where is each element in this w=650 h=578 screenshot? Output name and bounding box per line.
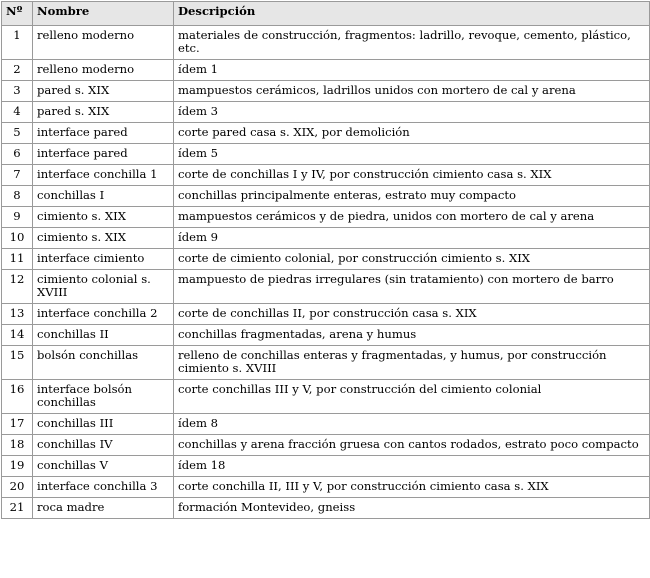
cell-number: 2 <box>2 60 33 81</box>
header-description: Descripción <box>174 2 650 26</box>
cell-number: 1 <box>2 26 33 60</box>
cell-description: ídem 18 <box>174 456 650 477</box>
cell-number: 21 <box>2 498 33 519</box>
cell-name: interface pared <box>33 144 174 165</box>
table-row <box>2 123 650 144</box>
cell-number: 13 <box>2 304 33 325</box>
table-row <box>2 435 650 456</box>
cell-description: mampuestos cerámicos y de piedra, unidos con mortero de cal y arena <box>174 207 650 228</box>
cell-description: corte de conchillas I y IV, por construcción cimiento casa s. XIX <box>174 165 650 186</box>
cell-name: relleno moderno <box>33 26 174 60</box>
table-row <box>2 186 650 207</box>
cell-name: interface conchilla 1 <box>33 165 174 186</box>
cell-name: cimiento s. XIX <box>33 207 174 228</box>
cell-name: roca madre <box>33 498 174 519</box>
table-row <box>2 249 650 270</box>
table-row <box>2 346 650 380</box>
cell-number: 5 <box>2 123 33 144</box>
cell-description: ídem 1 <box>174 60 650 81</box>
cell-name: interface cimiento <box>33 249 174 270</box>
cell-description: ídem 9 <box>174 228 650 249</box>
table-row <box>2 304 650 325</box>
cell-description: ídem 3 <box>174 102 650 123</box>
table-row <box>2 414 650 435</box>
cell-name: conchillas IV <box>33 435 174 456</box>
cell-name: conchillas I <box>33 186 174 207</box>
cell-description: corte de conchillas II, por construcción casa s. XIX <box>174 304 650 325</box>
table-row <box>2 325 650 346</box>
cell-description: conchillas y arena fracción gruesa con cantos rodados, estrato poco compacto <box>174 435 650 456</box>
cell-description: mampuesto de piedras irregulares (sin tratamiento) con mortero de barro <box>174 270 650 304</box>
cell-description: materiales de construcción, fragmentos: ladrillo, revoque, cemento, plástico, etc. <box>174 26 650 60</box>
cell-number: 4 <box>2 102 33 123</box>
cell-name: bolsón conchillas <box>33 346 174 380</box>
cell-name: conchillas III <box>33 414 174 435</box>
cell-number: 11 <box>2 249 33 270</box>
cell-number: 15 <box>2 346 33 380</box>
cell-name: cimiento colonial s. XVIII <box>33 270 174 304</box>
cell-number: 16 <box>2 380 33 414</box>
cell-description: corte de cimiento colonial, por construcción cimiento s. XIX <box>174 249 650 270</box>
cell-name: pared s. XIX <box>33 81 174 102</box>
cell-description: conchillas principalmente enteras, estrato muy compacto <box>174 186 650 207</box>
cell-description: corte conchillas III y V, por construcción del cimiento colonial <box>174 380 650 414</box>
cell-number: 19 <box>2 456 33 477</box>
cell-name: conchillas V <box>33 456 174 477</box>
table-row <box>2 456 650 477</box>
cell-name: interface bolsón conchillas <box>33 380 174 414</box>
cell-number: 8 <box>2 186 33 207</box>
cell-description: ídem 5 <box>174 144 650 165</box>
table-row <box>2 498 650 519</box>
cell-description: corte conchilla II, III y V, por construcción cimiento casa s. XIX <box>174 477 650 498</box>
table-row <box>2 477 650 498</box>
table-row <box>2 144 650 165</box>
cell-number: 10 <box>2 228 33 249</box>
cell-number: 9 <box>2 207 33 228</box>
cell-number: 6 <box>2 144 33 165</box>
table-row <box>2 165 650 186</box>
table-header-row <box>2 2 650 26</box>
cell-number: 17 <box>2 414 33 435</box>
table-row <box>2 102 650 123</box>
cell-number: 20 <box>2 477 33 498</box>
cell-number: 14 <box>2 325 33 346</box>
stratigraphic-units-table <box>1 1 650 519</box>
cell-name: interface pared <box>33 123 174 144</box>
table-row <box>2 380 650 414</box>
cell-name: interface conchilla 3 <box>33 477 174 498</box>
cell-name: cimiento s. XIX <box>33 228 174 249</box>
table-row <box>2 207 650 228</box>
cell-name: interface conchilla 2 <box>33 304 174 325</box>
cell-number: 18 <box>2 435 33 456</box>
table-row <box>2 81 650 102</box>
cell-description: corte pared casa s. XIX, por demolición <box>174 123 650 144</box>
header-name: Nombre <box>33 2 174 26</box>
cell-number: 7 <box>2 165 33 186</box>
cell-description: relleno de conchillas enteras y fragmentadas, y humus, por construcción cimiento s. XVIII <box>174 346 650 380</box>
header-number: Nº <box>2 2 33 26</box>
cell-description: formación Montevideo, gneiss <box>174 498 650 519</box>
cell-name: relleno moderno <box>33 60 174 81</box>
cell-description: ídem 8 <box>174 414 650 435</box>
table-row <box>2 26 650 60</box>
cell-number: 3 <box>2 81 33 102</box>
table-body <box>2 26 650 519</box>
table-row <box>2 228 650 249</box>
table-row <box>2 60 650 81</box>
cell-description: conchillas fragmentadas, arena y humus <box>174 325 650 346</box>
cell-name: pared s. XIX <box>33 102 174 123</box>
cell-name: conchillas II <box>33 325 174 346</box>
cell-number: 12 <box>2 270 33 304</box>
table-row <box>2 270 650 304</box>
cell-description: mampuestos cerámicos, ladrillos unidos con mortero de cal y arena <box>174 81 650 102</box>
